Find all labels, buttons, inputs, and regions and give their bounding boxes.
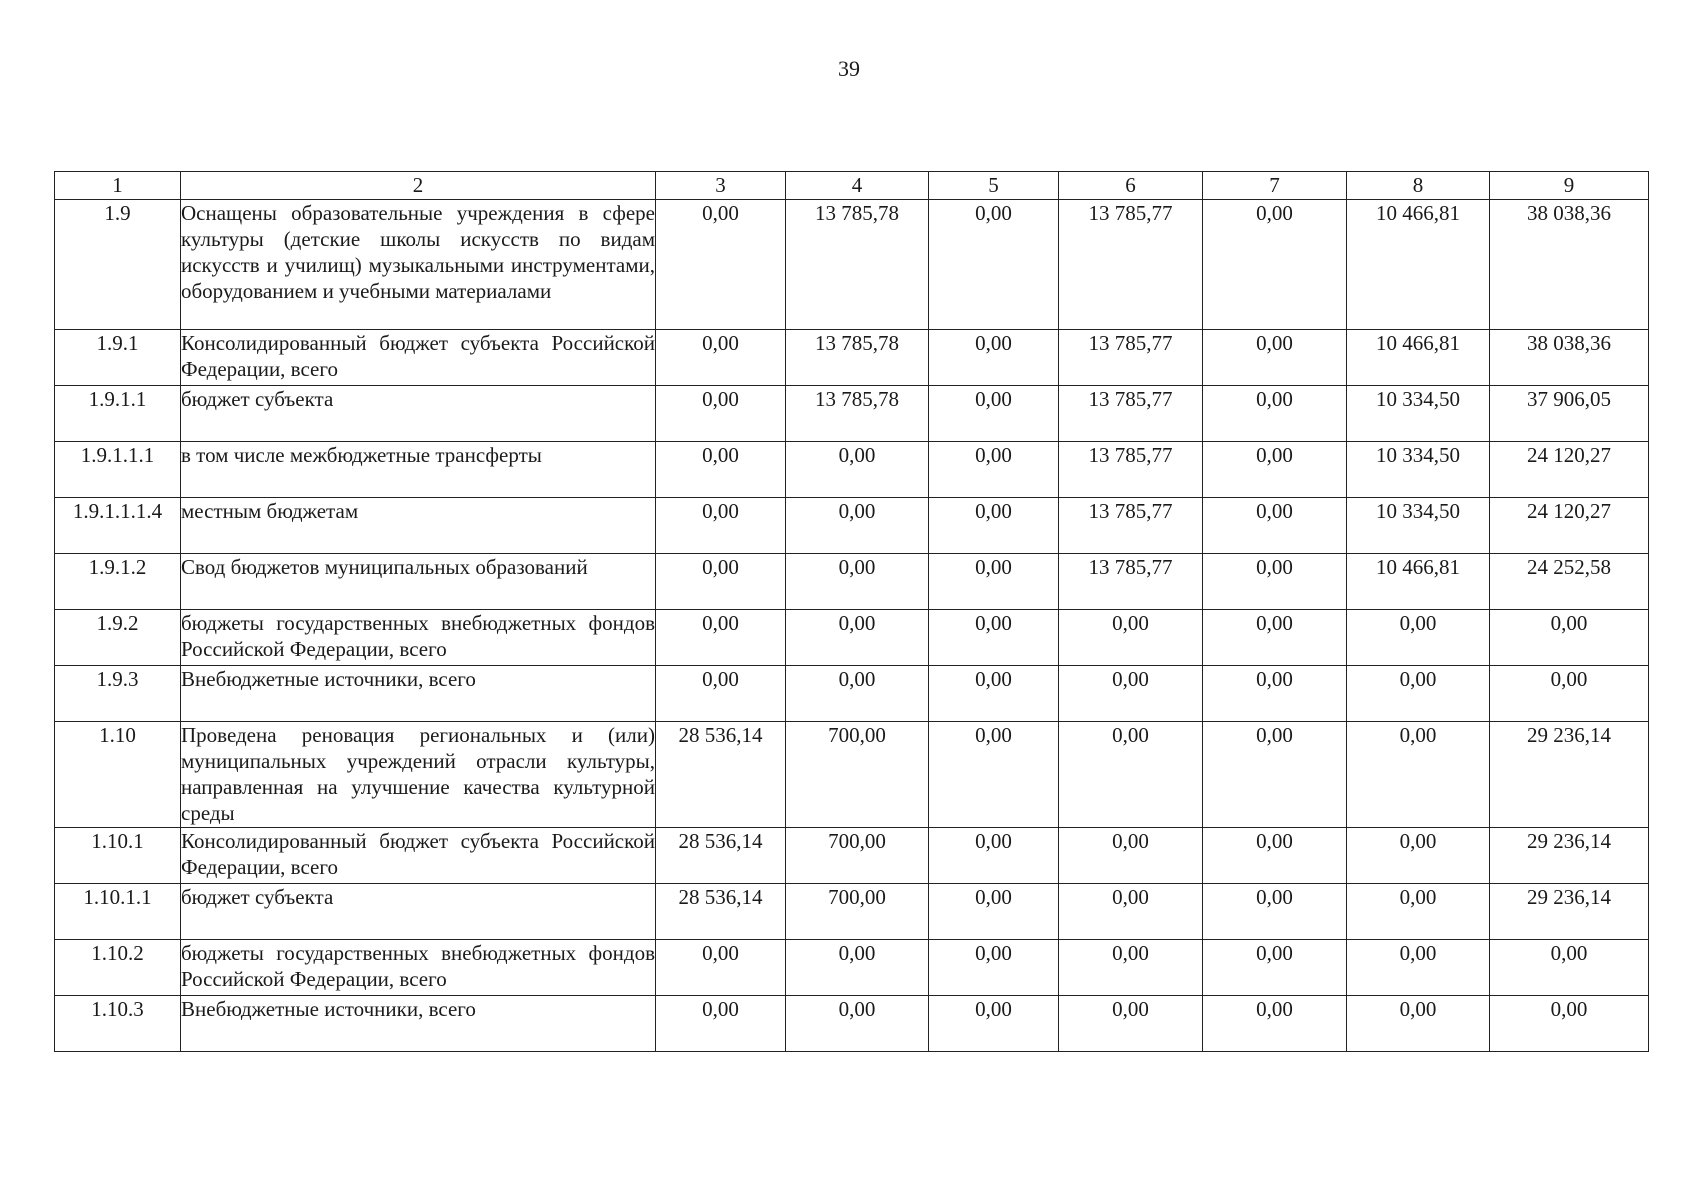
value-col-7: 0,00: [1203, 666, 1347, 722]
value-col-8: 10 334,50: [1347, 442, 1490, 498]
table-row: [55, 498, 1649, 554]
value-col-8: 10 334,50: [1347, 386, 1490, 442]
value-col-5: 0,00: [929, 442, 1059, 498]
value-col-7: 0,00: [1203, 330, 1347, 386]
value-col-5: 0,00: [929, 996, 1059, 1052]
row-description: в том числе межбюджетные трансферты: [181, 442, 656, 498]
value-col-8: 10 466,81: [1347, 200, 1490, 330]
row-code: 1.10: [55, 722, 181, 828]
table-row: [55, 330, 1649, 386]
value-col-3: 0,00: [656, 610, 786, 666]
column-header-5: 5: [929, 172, 1059, 200]
row-code: 1.10.1: [55, 828, 181, 884]
value-col-5: 0,00: [929, 498, 1059, 554]
column-header-1: 1: [55, 172, 181, 200]
value-col-4: 0,00: [786, 940, 929, 996]
row-description: Консолидированный бюджет субъекта Российской Федерации, всего: [181, 828, 656, 884]
value-col-8: 0,00: [1347, 940, 1490, 996]
table-row: [55, 386, 1649, 442]
value-col-6: 13 785,77: [1059, 554, 1203, 610]
value-col-6: 13 785,77: [1059, 498, 1203, 554]
table-row: [55, 610, 1649, 666]
value-col-9: 0,00: [1490, 610, 1649, 666]
row-description: Проведена реновация региональных и (или) муниципальных учреждений отрасли культуры, направленная на улучшение качества культурной среды: [181, 722, 656, 828]
table-row: [55, 554, 1649, 610]
row-code: 1.9.1.1: [55, 386, 181, 442]
value-col-4: 700,00: [786, 884, 929, 940]
value-col-5: 0,00: [929, 828, 1059, 884]
value-col-6: 0,00: [1059, 722, 1203, 828]
table-body: [55, 200, 1649, 1052]
value-col-4: 0,00: [786, 442, 929, 498]
value-col-4: 0,00: [786, 498, 929, 554]
row-code: 1.10.1.1: [55, 884, 181, 940]
table-row: [55, 940, 1649, 996]
value-col-7: 0,00: [1203, 442, 1347, 498]
row-code: 1.9.2: [55, 610, 181, 666]
value-col-7: 0,00: [1203, 498, 1347, 554]
row-description: Внебюджетные источники, всего: [181, 666, 656, 722]
column-header-9: 9: [1490, 172, 1649, 200]
value-col-4: 13 785,78: [786, 386, 929, 442]
value-col-9: 0,00: [1490, 996, 1649, 1052]
value-col-9: 38 038,36: [1490, 330, 1649, 386]
column-header-3: 3: [656, 172, 786, 200]
value-col-6: 0,00: [1059, 828, 1203, 884]
column-header-2: 2: [181, 172, 656, 200]
row-description: Оснащены образовательные учреждения в сфере культуры (детские школы искусств по видам искусств и училищ) музыкальными инструментами, оборудованием и учебными материалами: [181, 200, 656, 330]
row-description: Свод бюджетов муниципальных образований: [181, 554, 656, 610]
value-col-8: 0,00: [1347, 722, 1490, 828]
value-col-4: 0,00: [786, 554, 929, 610]
value-col-4: 0,00: [786, 996, 929, 1052]
value-col-6: 0,00: [1059, 940, 1203, 996]
value-col-5: 0,00: [929, 722, 1059, 828]
value-col-3: 0,00: [656, 940, 786, 996]
value-col-9: 24 120,27: [1490, 498, 1649, 554]
column-header-8: 8: [1347, 172, 1490, 200]
value-col-7: 0,00: [1203, 200, 1347, 330]
value-col-9: 29 236,14: [1490, 884, 1649, 940]
value-col-5: 0,00: [929, 940, 1059, 996]
value-col-4: 13 785,78: [786, 330, 929, 386]
value-col-4: 13 785,78: [786, 200, 929, 330]
row-description: бюджеты государственных внебюджетных фондов Российской Федерации, всего: [181, 610, 656, 666]
row-description: бюджеты государственных внебюджетных фондов Российской Федерации, всего: [181, 940, 656, 996]
value-col-4: 0,00: [786, 610, 929, 666]
row-code: 1.9.3: [55, 666, 181, 722]
value-col-9: 24 120,27: [1490, 442, 1649, 498]
value-col-8: 0,00: [1347, 828, 1490, 884]
value-col-8: 0,00: [1347, 996, 1490, 1052]
row-code: 1.9: [55, 200, 181, 330]
value-col-7: 0,00: [1203, 722, 1347, 828]
value-col-4: 700,00: [786, 828, 929, 884]
row-code: 1.9.1.1.1.4: [55, 498, 181, 554]
value-col-4: 0,00: [786, 666, 929, 722]
column-header-6: 6: [1059, 172, 1203, 200]
value-col-6: 0,00: [1059, 610, 1203, 666]
row-description: Внебюджетные источники, всего: [181, 996, 656, 1052]
value-col-3: 0,00: [656, 200, 786, 330]
value-col-3: 28 536,14: [656, 884, 786, 940]
value-col-7: 0,00: [1203, 884, 1347, 940]
value-col-9: 29 236,14: [1490, 722, 1649, 828]
value-col-3: 0,00: [656, 330, 786, 386]
value-col-9: 38 038,36: [1490, 200, 1649, 330]
value-col-6: 0,00: [1059, 884, 1203, 940]
value-col-9: 0,00: [1490, 666, 1649, 722]
value-col-6: 13 785,77: [1059, 200, 1203, 330]
budget-table: [54, 171, 1649, 1052]
table-row: [55, 666, 1649, 722]
value-col-7: 0,00: [1203, 386, 1347, 442]
table-row: [55, 200, 1649, 330]
table-header: [55, 172, 1649, 200]
header-row: [55, 172, 1649, 200]
row-code: 1.9.1.2: [55, 554, 181, 610]
value-col-7: 0,00: [1203, 610, 1347, 666]
value-col-5: 0,00: [929, 610, 1059, 666]
value-col-7: 0,00: [1203, 554, 1347, 610]
value-col-4: 700,00: [786, 722, 929, 828]
value-col-3: 0,00: [656, 498, 786, 554]
table-row: [55, 828, 1649, 884]
value-col-7: 0,00: [1203, 940, 1347, 996]
value-col-6: 13 785,77: [1059, 330, 1203, 386]
table-row: [55, 722, 1649, 828]
value-col-8: 0,00: [1347, 884, 1490, 940]
value-col-6: 0,00: [1059, 996, 1203, 1052]
value-col-8: 0,00: [1347, 610, 1490, 666]
value-col-5: 0,00: [929, 200, 1059, 330]
row-code: 1.10.2: [55, 940, 181, 996]
row-description: бюджет субъекта: [181, 884, 656, 940]
value-col-5: 0,00: [929, 330, 1059, 386]
row-description: местным бюджетам: [181, 498, 656, 554]
row-code: 1.9.1.1.1: [55, 442, 181, 498]
value-col-7: 0,00: [1203, 996, 1347, 1052]
value-col-9: 0,00: [1490, 940, 1649, 996]
row-code: 1.10.3: [55, 996, 181, 1052]
row-code: 1.9.1: [55, 330, 181, 386]
value-col-3: 0,00: [656, 666, 786, 722]
value-col-8: 10 466,81: [1347, 330, 1490, 386]
value-col-8: 10 334,50: [1347, 498, 1490, 554]
value-col-3: 0,00: [656, 442, 786, 498]
value-col-9: 29 236,14: [1490, 828, 1649, 884]
value-col-5: 0,00: [929, 666, 1059, 722]
value-col-6: 13 785,77: [1059, 442, 1203, 498]
value-col-6: 13 785,77: [1059, 386, 1203, 442]
row-description: бюджет субъекта: [181, 386, 656, 442]
value-col-8: 10 466,81: [1347, 554, 1490, 610]
value-col-3: 0,00: [656, 996, 786, 1052]
value-col-6: 0,00: [1059, 666, 1203, 722]
value-col-3: 0,00: [656, 386, 786, 442]
value-col-5: 0,00: [929, 554, 1059, 610]
table-row: [55, 884, 1649, 940]
page-number: 39: [838, 56, 860, 81]
value-col-3: 28 536,14: [656, 828, 786, 884]
value-col-5: 0,00: [929, 386, 1059, 442]
value-col-8: 0,00: [1347, 666, 1490, 722]
value-col-9: 24 252,58: [1490, 554, 1649, 610]
table-row: [55, 996, 1649, 1052]
value-col-7: 0,00: [1203, 828, 1347, 884]
row-description: Консолидированный бюджет субъекта Российской Федерации, всего: [181, 330, 656, 386]
table-row: [55, 442, 1649, 498]
column-header-7: 7: [1203, 172, 1347, 200]
column-header-4: 4: [786, 172, 929, 200]
value-col-3: 28 536,14: [656, 722, 786, 828]
value-col-9: 37 906,05: [1490, 386, 1649, 442]
value-col-5: 0,00: [929, 884, 1059, 940]
value-col-3: 0,00: [656, 554, 786, 610]
